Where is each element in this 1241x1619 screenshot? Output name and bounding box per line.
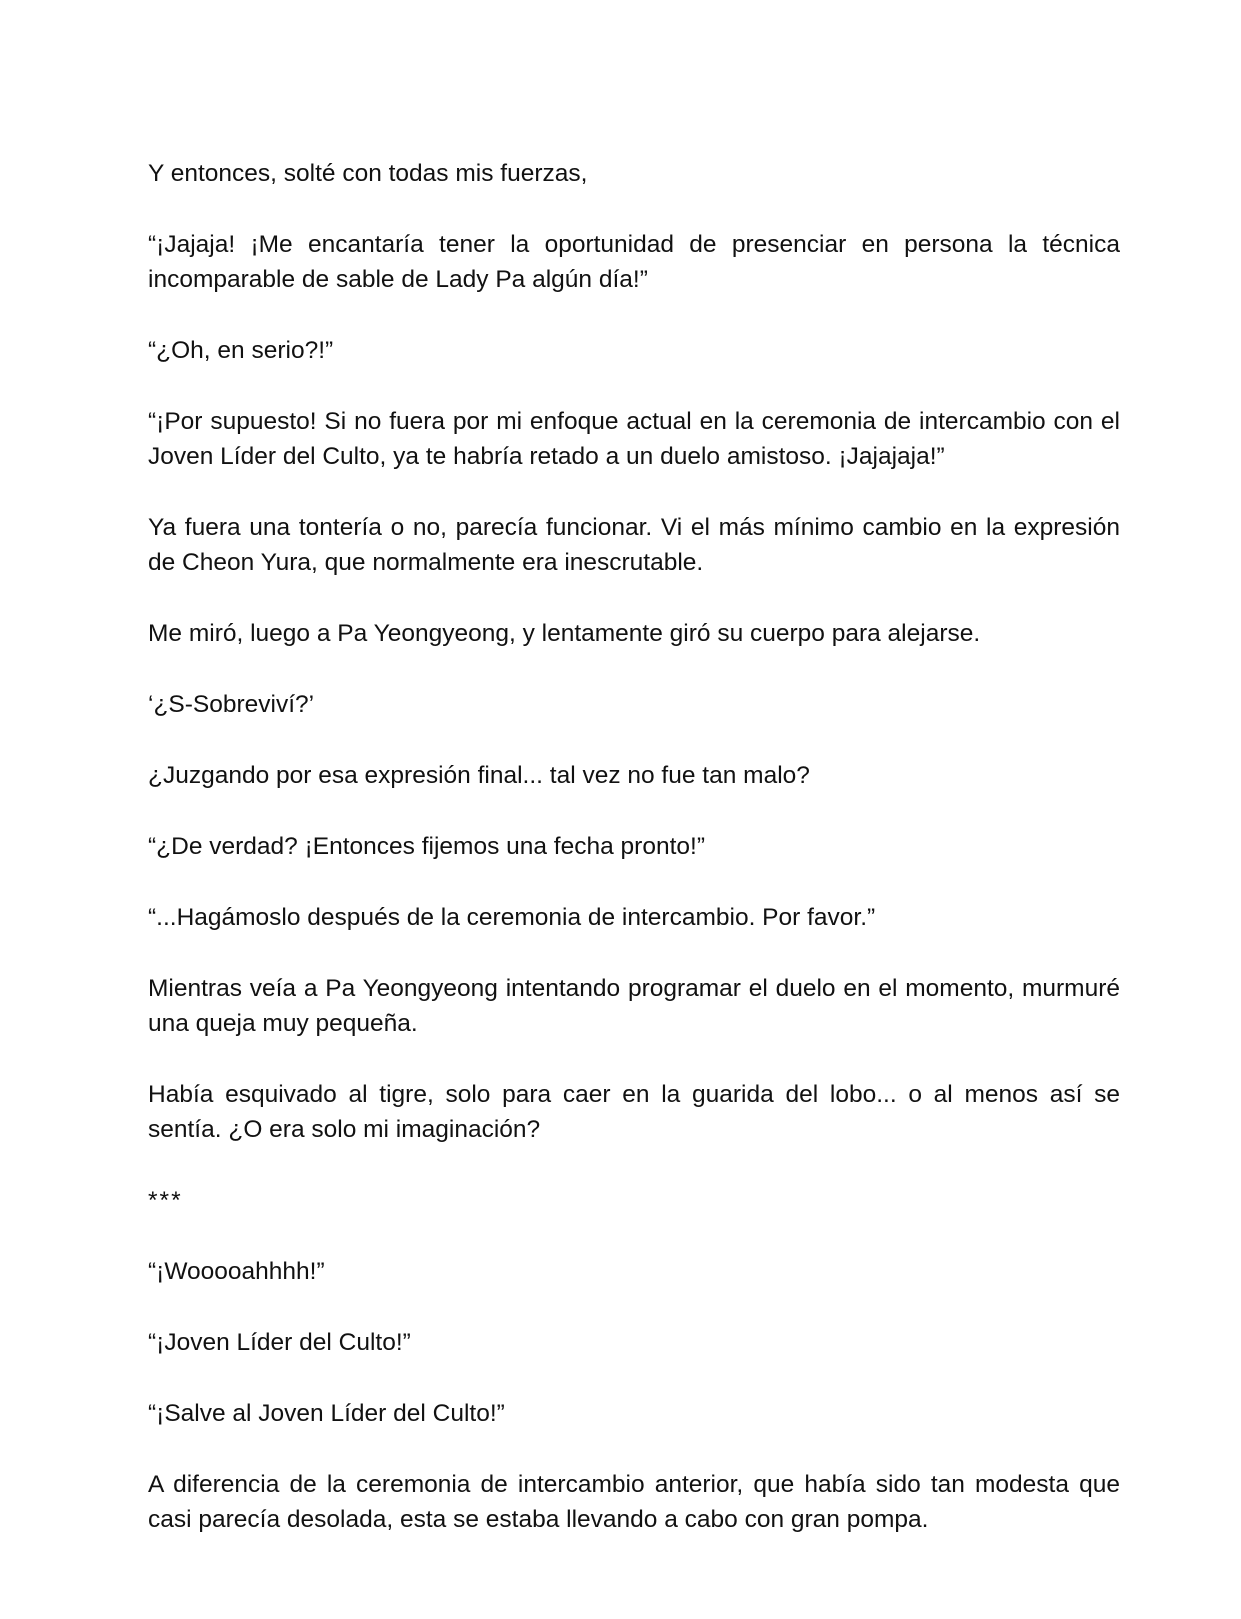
paragraph: A diferencia de la ceremonia de intercambio anterior, que había sido tan modesta que casi parecía desolada, esta se estaba llevando a cabo con gran pompa. [148,1471,1120,1533]
document-body [148,156,1120,1573]
paragraph: “¡Por supuesto! Si no fuera por mi enfoque actual en la ceremonia de intercambio con el Joven Líder del Culto, ya te habría retado a un duelo amistoso. ¡Jajajaja!” [148,408,1120,470]
paragraph: “¡Joven Líder del Culto!” [148,1329,411,1356]
paragraph: Había esquivado al tigre, solo para caer en la guarida del lobo... o al menos así se sentía. ¿O era solo mi imaginación? [148,1081,1120,1143]
paragraph: “¡Wooooahhhh!” [148,1258,325,1285]
paragraph: “¡Salve al Joven Líder del Culto!” [148,1400,505,1427]
paragraph: ¿Juzgando por esa expresión final... tal vez no fue tan malo? [148,762,810,789]
paragraph: Ya fuera una tontería o no, parecía funcionar. Vi el más mínimo cambio en la expresión de Cheon Yura, que normalmente era inescrutable. [148,514,1120,576]
paragraph: Me miró, luego a Pa Yeongyeong, y lentamente giró su cuerpo para alejarse. [148,620,981,647]
scene-separator: *** [148,1187,183,1214]
paragraph: Y entonces, solté con todas mis fuerzas, [148,160,588,187]
paragraph: ‘¿S-Sobreviví?’ [148,691,315,718]
paragraph: “¡Jajaja! ¡Me encantaría tener la oportunidad de presenciar en persona la técnica incomparable de sable de Lady Pa algún día!” [148,231,1120,293]
paragraph: “...Hagámoslo después de la ceremonia de intercambio. Por favor.” [148,904,876,931]
paragraph: “¿De verdad? ¡Entonces fijemos una fecha pronto!” [148,833,705,860]
paragraph: “¿Oh, en serio?!” [148,337,334,364]
paragraph: Mientras veía a Pa Yeongyeong intentando programar el duelo en el momento, murmuré una queja muy pequeña. [148,975,1120,1037]
